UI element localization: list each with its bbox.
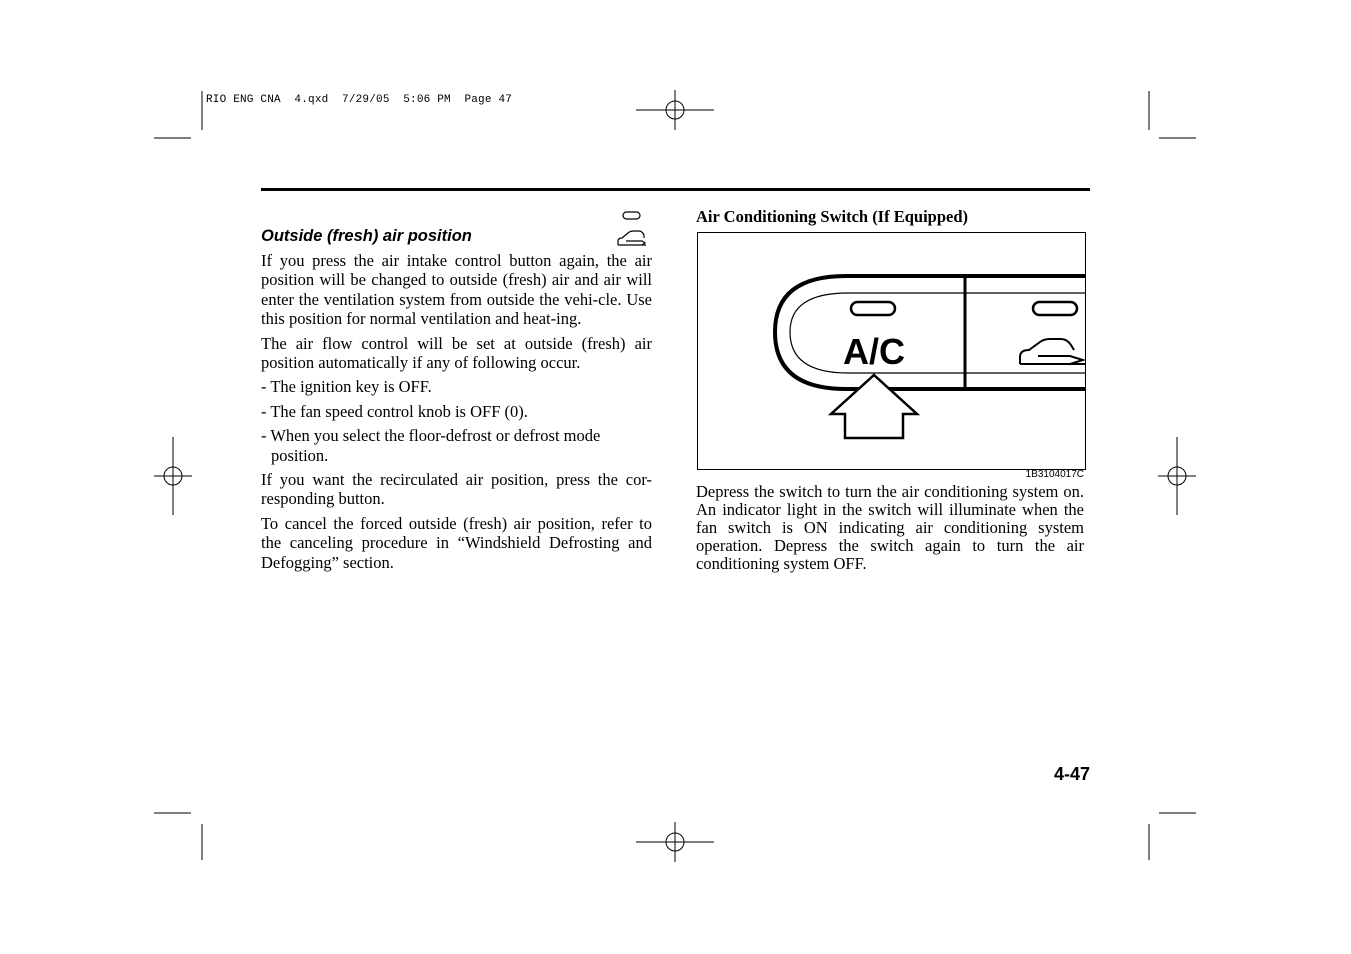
ac-switch-illustration — [698, 233, 1085, 469]
fresh-air-icon — [614, 208, 650, 250]
right-column — [696, 207, 1086, 227]
paragraph: To cancel the forced outside (fresh) air position, refer to the canceling procedure in “Windshield Defrosting and Defogging” section. — [261, 513, 652, 572]
section-heading: Outside (fresh) air position — [261, 227, 472, 245]
list-item: - When you select the floor-defrost or defrost mode position. — [261, 426, 601, 465]
ac-button-label: A/C — [843, 331, 905, 372]
fresh-air-icon — [1020, 339, 1085, 364]
page-number: 4-47 — [1053, 764, 1090, 784]
registration-target-left — [154, 437, 192, 515]
ac-switch-figure — [697, 232, 1086, 470]
printer-slug: RIO ENG CNA 4.qxd 7/29/05 5:06 PM Page 47 — [206, 94, 513, 106]
indicator-lamp-icon — [851, 302, 895, 315]
section-heading: Air Conditioning Switch (If Equipped) — [696, 207, 969, 226]
figure-code: 1B3104017C — [1025, 469, 1084, 480]
up-arrow-icon — [831, 375, 917, 438]
header-rule — [261, 188, 1090, 191]
indicator-lamp-icon — [1033, 302, 1077, 315]
registration-target-right — [1158, 437, 1196, 515]
paragraph: Depress the switch to turn the air conditioning system on. An indicator light in the switch will illuminate when the fan switch is ON indicating air conditioning system operation. Depress the switch again to turn the air conditioning system OFF. — [696, 482, 1084, 573]
indicator-lamp-icon — [623, 212, 640, 219]
list-item: - The ignition key is OFF. — [261, 377, 432, 397]
registration-target-top — [636, 90, 714, 130]
paragraph: If you want the recirculated air position, press the cor-responding button. — [261, 470, 652, 509]
paragraph: If you press the air intake control button again, the air position will be changed to outside (fresh) air and air will enter the ventilation system from outside the vehi-cle. Use this position for normal ventilation and heat-ing. — [261, 251, 652, 329]
paragraph: The air flow control will be set at outside (fresh) air position automatically if any of following occur. — [261, 333, 652, 373]
registration-target-bottom — [636, 822, 714, 862]
car-outline-icon — [618, 231, 646, 245]
left-column — [261, 226, 652, 577]
list-item: - The fan speed control knob is OFF (0). — [261, 401, 528, 421]
